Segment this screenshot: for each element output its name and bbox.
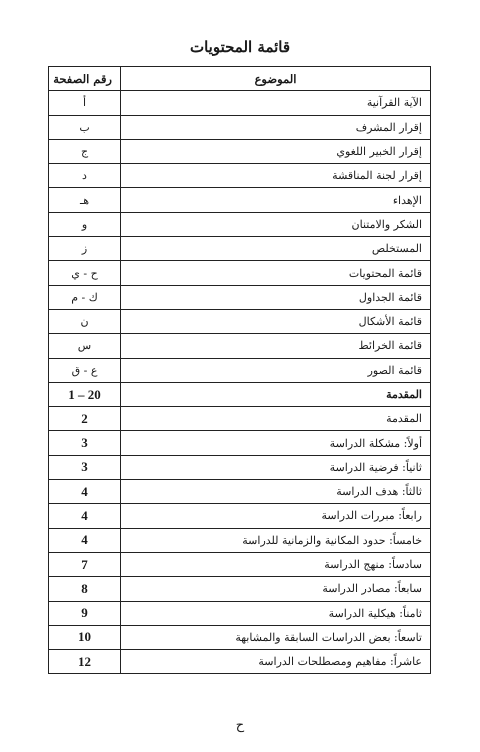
topic-cell: المقدمة (121, 407, 431, 431)
topic-cell: قائمة المحتويات (121, 261, 431, 285)
page-cell: 1 – 20 (49, 382, 121, 406)
topic-cell: سابعاً: مصادر الدراسة (121, 577, 431, 601)
page-cell: ب (49, 115, 121, 139)
table-row (49, 650, 431, 674)
page-cell: ع - ق (49, 358, 121, 382)
topic-cell: الشكر والامتنان (121, 212, 431, 236)
topic-cell: إقرار المشرف (121, 115, 431, 139)
table-row (49, 407, 431, 431)
topic-cell: رابعاً: مبررات الدراسة (121, 504, 431, 528)
topic-cell: سادساً: منهج الدراسة (121, 552, 431, 576)
topic-cell: إقرار الخبير اللغوي (121, 139, 431, 163)
table-body (49, 91, 431, 674)
page-cell: هـ (49, 188, 121, 212)
topic-column-header: الموضوع (121, 67, 431, 91)
topic-cell: الآية القرآنية (121, 91, 431, 115)
topic-cell: ثانياً: فرضية الدراسة (121, 455, 431, 479)
topic-cell: الإهداء (121, 188, 431, 212)
page-cell: د (49, 164, 121, 188)
table-row (49, 528, 431, 552)
topic-cell: خامساً: حدود المكانية والزمانية للدراسة (121, 528, 431, 552)
page-cell: أ (49, 91, 121, 115)
table-row (49, 504, 431, 528)
page-cell: 4 (49, 504, 121, 528)
table-row (49, 334, 431, 358)
page-cell: 4 (49, 480, 121, 504)
table-row (49, 431, 431, 455)
table-row (49, 139, 431, 163)
table-row (49, 164, 431, 188)
table-row (49, 261, 431, 285)
page-cell: ح - ي (49, 261, 121, 285)
page-cell: 7 (49, 552, 121, 576)
table-row (49, 309, 431, 333)
page-cell: 3 (49, 455, 121, 479)
page-cell: و (49, 212, 121, 236)
table-row (49, 358, 431, 382)
page-cell: ن (49, 309, 121, 333)
page-cell: س (49, 334, 121, 358)
table-row (49, 237, 431, 261)
page-cell: ج (49, 139, 121, 163)
page-cell: 8 (49, 577, 121, 601)
page-cell: 3 (49, 431, 121, 455)
page-number: ح (235, 718, 245, 733)
topic-cell: أولاً: مشكلة الدراسة (121, 431, 431, 455)
page-cell: 12 (49, 650, 121, 674)
page-cell: 4 (49, 528, 121, 552)
topic-cell: عاشراً: مفاهيم ومصطلحات الدراسة (121, 650, 431, 674)
topic-cell: المقدمة (121, 382, 431, 406)
topic-cell: ثامناً: هيكلية الدراسة (121, 601, 431, 625)
topic-cell: قائمة الصور (121, 358, 431, 382)
topic-cell: قائمة الخرائط (121, 334, 431, 358)
table-row (49, 577, 431, 601)
table-row (49, 115, 431, 139)
page-column-header: رقم الصفحة (49, 67, 121, 91)
page-title: قائمة المحتويات (189, 38, 291, 56)
table-row (49, 455, 431, 479)
topic-cell: قائمة الجداول (121, 285, 431, 309)
table-row (49, 212, 431, 236)
page-cell: 10 (49, 625, 121, 649)
page-cell: 9 (49, 601, 121, 625)
topic-cell: قائمة الأشكال (121, 309, 431, 333)
table-row (49, 625, 431, 649)
contents-table (48, 66, 431, 674)
page-cell: ك - م (49, 285, 121, 309)
table-row (49, 601, 431, 625)
table-row (49, 91, 431, 115)
topic-cell: تاسعاً: بعض الدراسات السابقة والمشابهة (121, 625, 431, 649)
table-row (49, 382, 431, 406)
table-row (49, 480, 431, 504)
topic-cell: إقرار لجنة المناقشة (121, 164, 431, 188)
page-cell: ز (49, 237, 121, 261)
table-row (49, 188, 431, 212)
table-row (49, 552, 431, 576)
page-cell: 2 (49, 407, 121, 431)
table-row (49, 285, 431, 309)
table-header-row (49, 67, 431, 91)
topic-cell: ثالثاً: هدف الدراسة (121, 480, 431, 504)
topic-cell: المستخلص (121, 237, 431, 261)
